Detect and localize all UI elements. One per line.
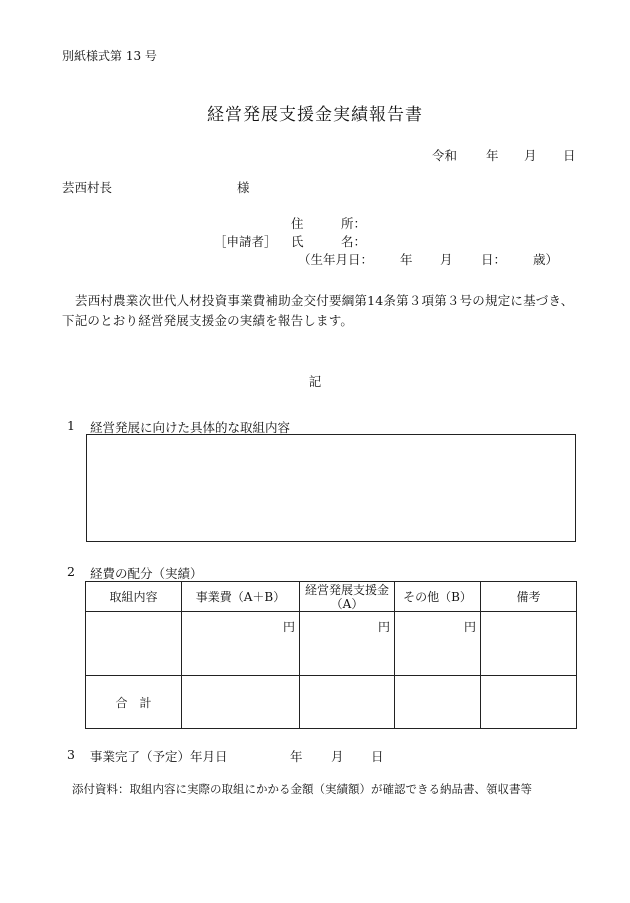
section-3-label: 事業完了（予定）年月日: [90, 749, 228, 764]
section-1-number: 1: [67, 418, 75, 433]
cell-activity[interactable]: [86, 612, 182, 676]
total-label: 合 計: [86, 676, 182, 729]
section-2-label: 経費の配分（実績）: [90, 566, 203, 581]
ki-heading: 記: [308, 374, 322, 389]
applicant-birth-day: 日：: [481, 252, 507, 267]
cell-project-cost[interactable]: [182, 612, 300, 676]
body-paragraph: [62, 291, 578, 331]
section-3-number: 3: [67, 747, 75, 762]
applicant-birth-year: 年: [400, 252, 413, 267]
header-activity: 取組内容: [86, 582, 182, 612]
header-support-grant-line2: （A）: [330, 596, 364, 611]
completion-month: 月: [331, 749, 344, 764]
table-total-row: [86, 676, 577, 729]
completion-day: 日: [371, 749, 384, 764]
cell-remarks[interactable]: [481, 612, 577, 676]
section-2-number: 2: [67, 564, 75, 579]
applicant-address-label: 住 所：: [291, 216, 367, 231]
date-era: 令和: [432, 148, 458, 163]
total-project-cost[interactable]: [182, 676, 300, 729]
header-support-grant: [300, 582, 395, 612]
activity-content-box[interactable]: [86, 434, 576, 542]
applicant-birth-month: 月: [440, 252, 453, 267]
attachment-note: 添付資料：取組内容に実際の取組にかかる金額（実績額）が確認できる納品書、領収書等: [72, 782, 532, 796]
addressee-name: 芸西村長: [62, 180, 113, 195]
applicant-name-label: 氏 名：: [291, 234, 367, 249]
form-number: 別紙様式第 13 号: [62, 49, 157, 63]
applicant-bracket-label: ［申請者］: [214, 234, 277, 249]
yen-unit: 円: [282, 620, 295, 634]
expense-table: [85, 581, 577, 729]
date-year: 年: [486, 148, 499, 163]
page-title: 経営発展支援金実績報告書: [207, 105, 423, 125]
addressee-honorific: 様: [237, 180, 250, 195]
section-1-label: 経営発展に向けた具体的な取組内容: [90, 420, 291, 435]
applicant-birth-open: （生年月日：: [298, 252, 374, 267]
total-support-grant[interactable]: [300, 676, 395, 729]
cell-other[interactable]: [395, 612, 481, 676]
date-day: 日: [563, 148, 576, 163]
header-other: その他（B）: [395, 582, 481, 612]
total-other[interactable]: [395, 676, 481, 729]
header-support-grant-line1: 経営発展支援金: [304, 582, 389, 597]
table-row: [86, 612, 577, 676]
body-text: 芸西村農業次世代人材投資事業費補助金交付要綱第14条第３項第３号の規定に基づき、下記のとおり経営発展支援金の実績を報告します。: [62, 293, 574, 328]
table-header-row: [86, 582, 577, 612]
date-month: 月: [524, 148, 537, 163]
yen-unit: 円: [463, 620, 476, 634]
header-project-cost: 事業費（A＋B）: [182, 582, 300, 612]
applicant-birth-age: 歳）: [533, 252, 559, 267]
header-remarks: 備考: [481, 582, 577, 612]
yen-unit: 円: [377, 620, 390, 634]
total-remarks[interactable]: [481, 676, 577, 729]
cell-support-grant[interactable]: [300, 612, 395, 676]
completion-year: 年: [290, 749, 303, 764]
